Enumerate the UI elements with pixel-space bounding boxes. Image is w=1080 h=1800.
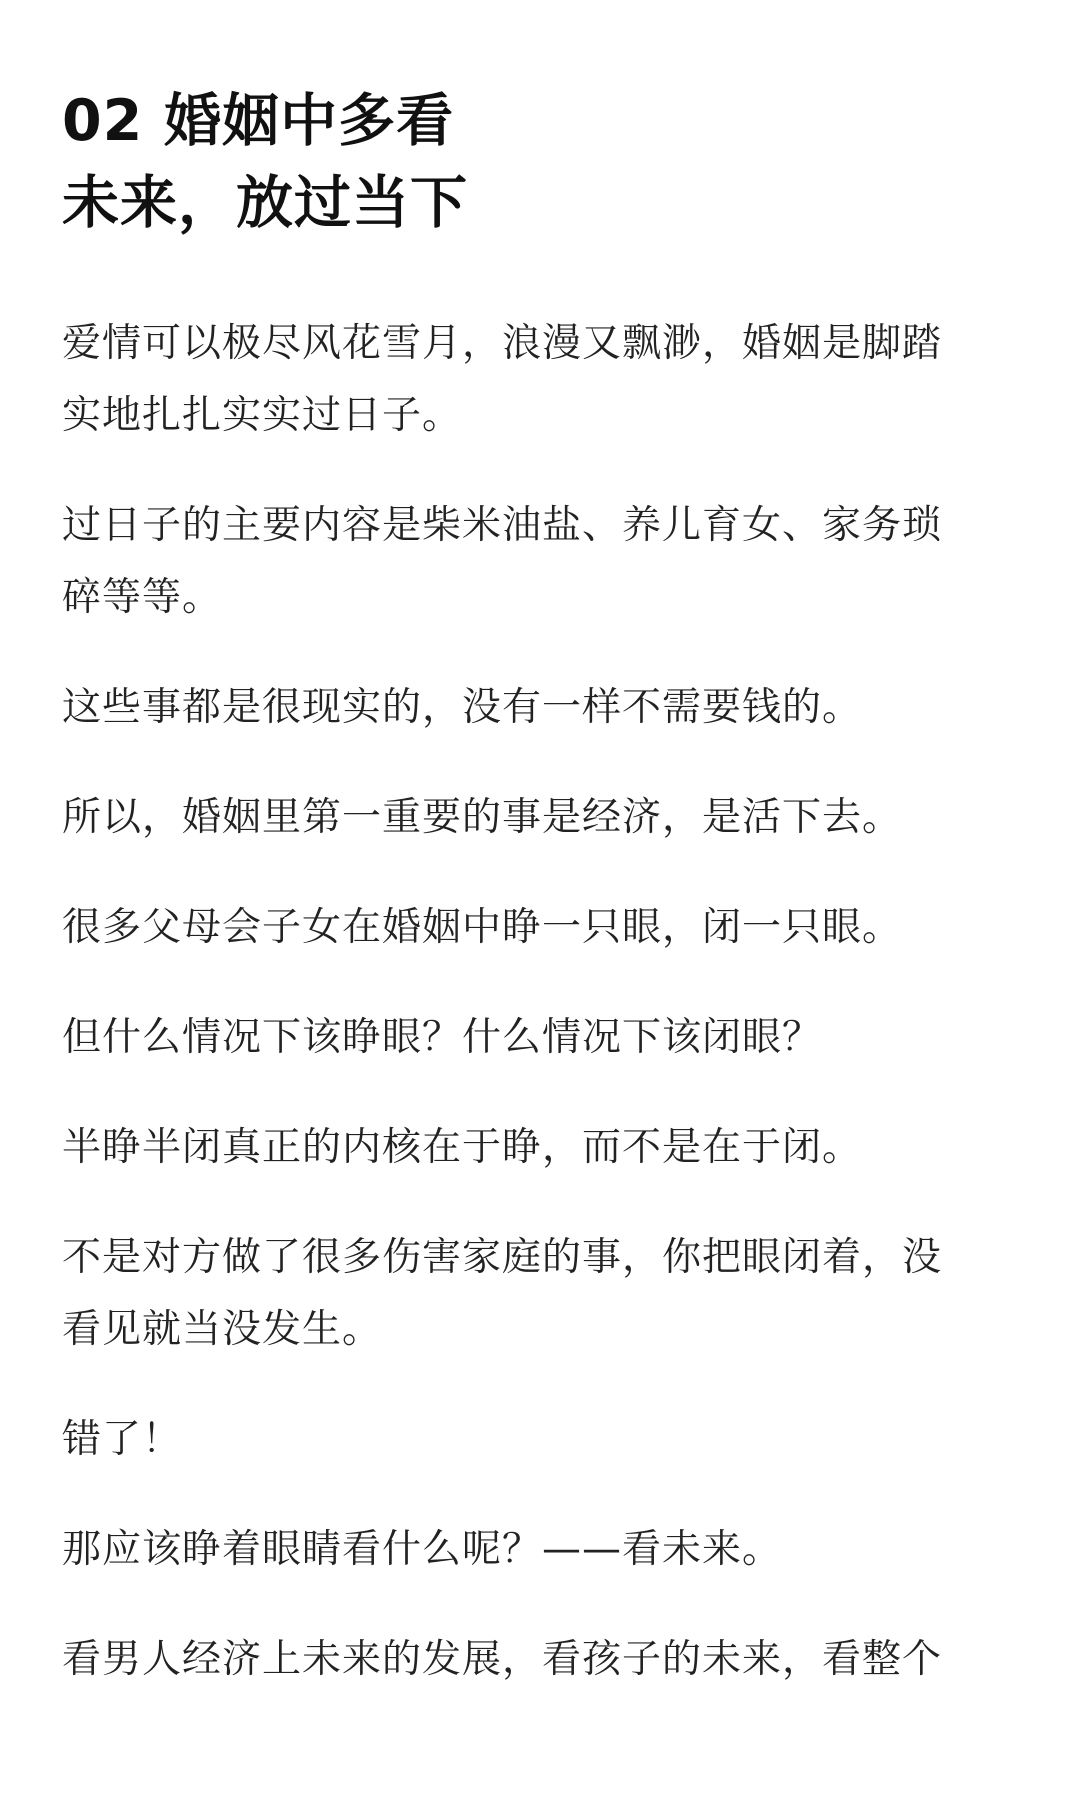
title-line-1: 02 婚姻中多看 [62, 88, 455, 154]
title-line-2: 未来，放过当下 [62, 170, 468, 236]
paragraph-1 [62, 308, 1042, 452]
paragraph-11 [62, 1624, 1042, 1696]
paragraph-9 [62, 1404, 1042, 1476]
paragraph-line: 半睁半闭真正的内核在于睁，而不是在于闭。 [62, 1125, 863, 1170]
paragraph-line: 那应该睁着眼睛看什么呢？——看未来。 [62, 1527, 783, 1572]
paragraph-2 [62, 490, 1042, 634]
paragraph-line: 爱情可以极尽风花雪月，浪漫又飘渺，婚姻是脚踏 [62, 321, 943, 366]
paragraph-3 [62, 672, 1042, 744]
paragraph-line: 看见就当没发生。 [62, 1307, 383, 1352]
paragraph-line: 碎等等。 [62, 575, 223, 620]
paragraph-7 [62, 1112, 1042, 1184]
paragraph-10 [62, 1514, 1042, 1586]
paragraph-line: 这些事都是很现实的，没有一样不需要钱的。 [62, 685, 863, 730]
article-title [62, 80, 1042, 244]
paragraph-line: 错了！ [62, 1417, 183, 1462]
paragraph-line: 所以，婚姻里第一重要的事是经济，是活下去。 [62, 795, 903, 840]
paragraph-line: 但什么情况下该睁眼？什么情况下该闭眼？ [62, 1015, 823, 1060]
article [62, 80, 1042, 1734]
paragraph-line: 不是对方做了很多伤害家庭的事，你把眼闭着，没 [62, 1235, 943, 1280]
paragraph-line: 过日子的主要内容是柴米油盐、养儿育女、家务琐 [62, 503, 943, 548]
article-body [62, 308, 1042, 1696]
paragraph-line: 看男人经济上未来的发展，看孩子的未来，看整个 [62, 1637, 943, 1682]
paragraph-5 [62, 892, 1042, 964]
paragraph-line: 实地扎扎实实过日子。 [62, 393, 463, 438]
paragraph-6 [62, 1002, 1042, 1074]
paragraph-line: 很多父母会子女在婚姻中睁一只眼，闭一只眼。 [62, 905, 903, 950]
paragraph-4 [62, 782, 1042, 854]
paragraph-8 [62, 1222, 1042, 1366]
